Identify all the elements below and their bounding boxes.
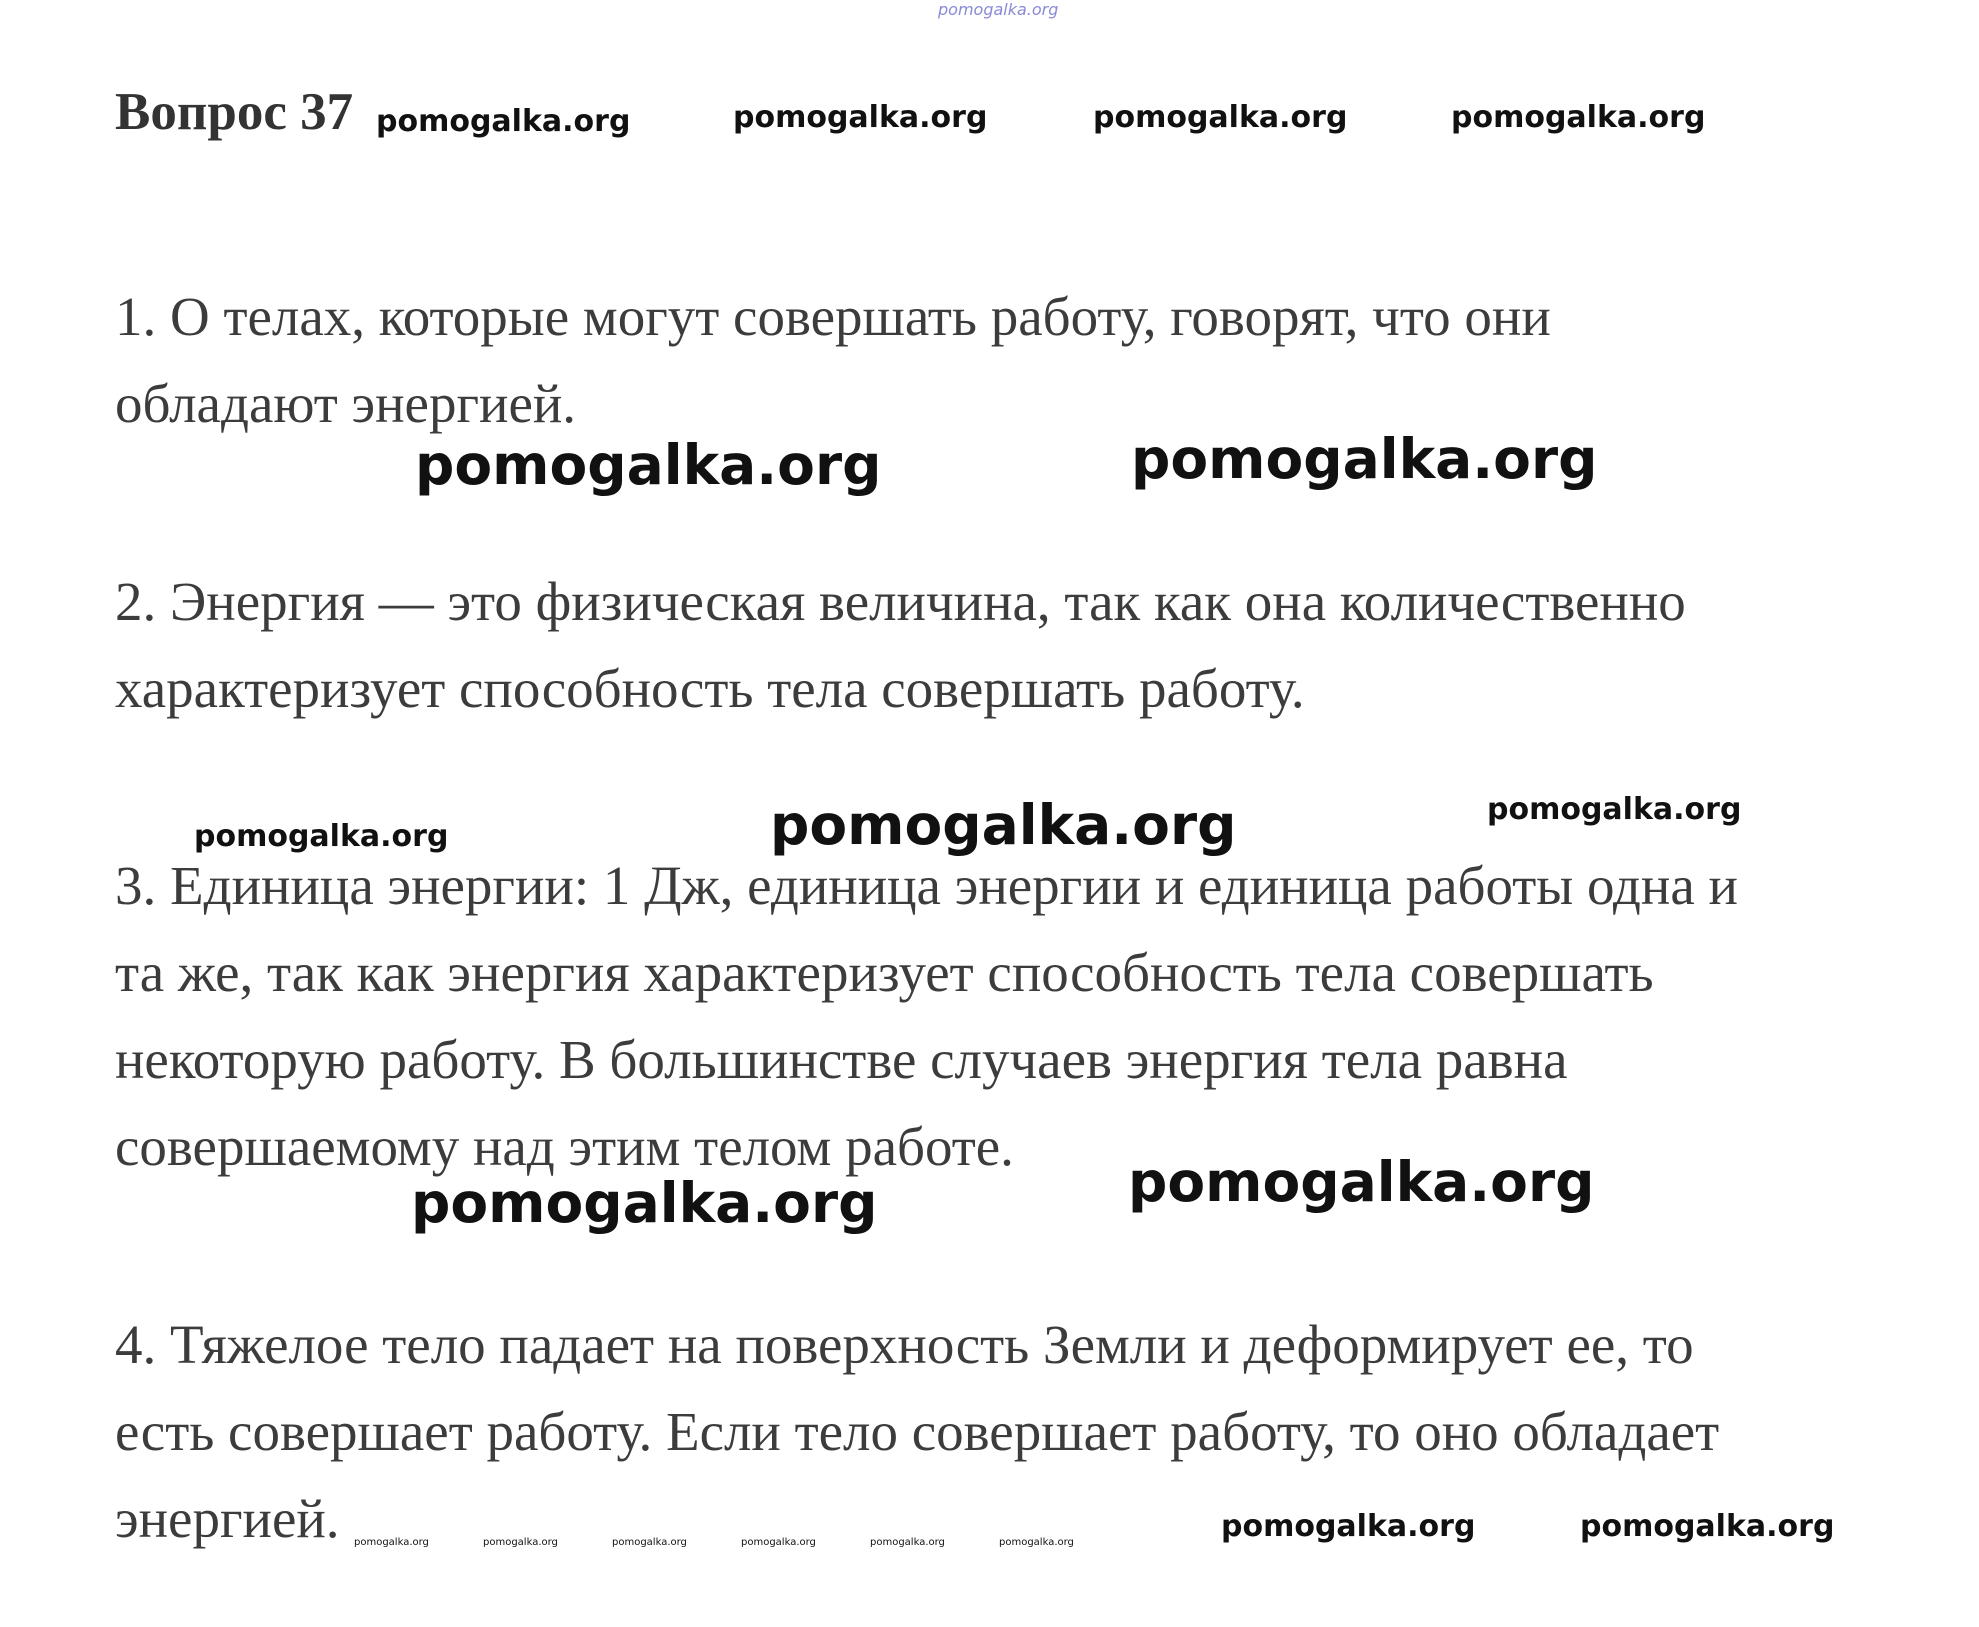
- watermark-header-3: pomogalka.org: [1093, 100, 1348, 135]
- paragraph-4-line-3: энергией.: [115, 1488, 340, 1549]
- paragraph-3-line-4: совершаемому над этим телом работе.: [115, 1116, 1014, 1177]
- watermark-tiny-1: pomogalka.org: [354, 1537, 429, 1548]
- paragraph-1-line-1: 1. О телах, которые могут совершать работу, говорят, что они: [115, 286, 1551, 347]
- watermark-header-2: pomogalka.org: [733, 100, 988, 135]
- paragraph-2-line-1: 2. Энергия — это физическая величина, так как она количественно: [115, 571, 1686, 632]
- watermark-header-1: pomogalka.org: [376, 104, 631, 139]
- watermark-tiny-5: pomogalka.org: [870, 1537, 945, 1548]
- paragraph-4-line-1: 4. Тяжелое тело падает на поверхность Земли и деформирует ее, то: [115, 1314, 1694, 1375]
- paragraph-3-line-3: некоторую работу. В большинстве случаев энергия тела равна: [115, 1029, 1568, 1090]
- paragraph-4-line-2: есть совершает работу. Если тело совершает работу, то оно обладает: [115, 1401, 1720, 1462]
- paragraph-3-line-2: та же, так как энергия характеризует способность тела совершать: [115, 942, 1654, 1003]
- watermark-tiny-3: pomogalka.org: [612, 1537, 687, 1548]
- paragraph-2: [115, 558, 1915, 732]
- paragraph-2-line-2: характеризует способность тела совершать работу.: [115, 658, 1305, 719]
- watermark-large-3: pomogalka.org: [770, 793, 1237, 857]
- watermark-large-2: pomogalka.org: [1131, 427, 1598, 491]
- watermark-large-5: pomogalka.org: [1128, 1150, 1595, 1214]
- paragraph-3-line-1: 3. Единица энергии: 1 Дж, единица энергии и единица работы одна и: [115, 855, 1738, 916]
- watermark-top: pomogalka.org: [938, 0, 1059, 19]
- watermark-medium-2: pomogalka.org: [1487, 792, 1742, 827]
- watermark-footer-1: pomogalka.org: [1221, 1509, 1476, 1544]
- watermark-tiny-6: pomogalka.org: [999, 1537, 1074, 1548]
- watermark-tiny-2: pomogalka.org: [483, 1537, 558, 1548]
- paragraph-3: [115, 842, 1915, 1190]
- watermark-large-4: pomogalka.org: [411, 1171, 878, 1235]
- paragraph-1-line-2: обладают энергией.: [115, 373, 577, 434]
- watermark-footer-2: pomogalka.org: [1580, 1509, 1835, 1544]
- question-heading: Вопрос 37: [115, 83, 354, 141]
- watermark-header-4: pomogalka.org: [1451, 100, 1706, 135]
- watermark-large-1: pomogalka.org: [415, 433, 882, 497]
- watermark-tiny-4: pomogalka.org: [741, 1537, 816, 1548]
- watermark-medium-1: pomogalka.org: [194, 819, 449, 854]
- paragraph-1: [115, 273, 1915, 447]
